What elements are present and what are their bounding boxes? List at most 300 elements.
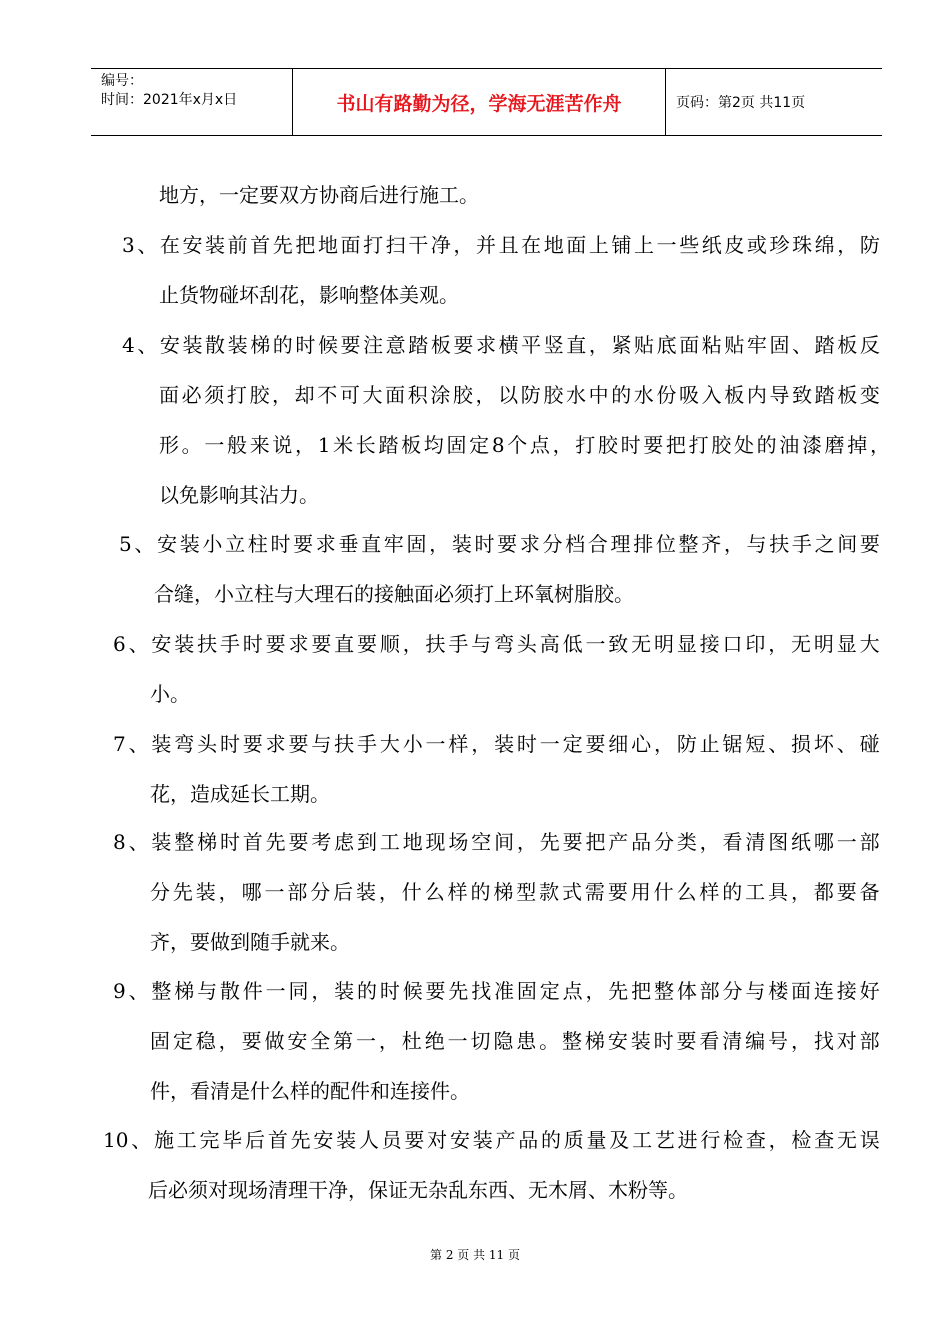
line-glyph: 垂 xyxy=(338,532,359,556)
line-glyph: 散 xyxy=(219,979,240,1003)
line-glyph: 胶 xyxy=(543,383,564,407)
line-glyph: 大 xyxy=(379,732,400,756)
line-glyph: ， xyxy=(378,1029,399,1053)
line-glyph: 或 xyxy=(746,233,767,257)
line-glyph: 梯 xyxy=(250,333,271,357)
line-glyph: 找 xyxy=(471,979,492,1003)
line-glyph: 板 xyxy=(837,383,858,407)
line-glyph: 看 xyxy=(722,830,743,854)
line-glyph: 碰 xyxy=(859,732,880,756)
line-glyph: 小 xyxy=(402,732,423,756)
line-glyph: 需 xyxy=(584,880,605,904)
body-line: 小。 xyxy=(150,682,190,706)
line-glyph: 与 xyxy=(311,732,332,756)
line-glyph: 整 xyxy=(151,979,172,1003)
line-glyph: 样 xyxy=(699,880,720,904)
line-glyph: 顺 xyxy=(379,632,400,656)
line-glyph: 梯 xyxy=(174,979,195,1003)
line-glyph: 切 xyxy=(470,1029,491,1053)
line-glyph: 求 xyxy=(315,532,336,556)
line-glyph: 先 xyxy=(290,1128,311,1152)
line-glyph: 皮 xyxy=(724,233,745,257)
line-glyph: 时 xyxy=(242,632,263,656)
line-glyph: ， xyxy=(585,979,606,1003)
line-glyph: 部 xyxy=(859,1029,880,1053)
line-glyph: 磨 xyxy=(824,433,845,457)
line-glyph: 用 xyxy=(630,880,651,904)
line-glyph: 立 xyxy=(225,532,246,556)
line-glyph: 防 xyxy=(520,383,541,407)
line-glyph: 心 xyxy=(631,732,652,756)
line-glyph: 、 xyxy=(131,1128,152,1152)
line-glyph: 细 xyxy=(608,732,629,756)
line-glyph: 好 xyxy=(859,979,880,1003)
line-glyph: ， xyxy=(471,732,492,756)
line-glyph: 装 xyxy=(451,532,472,556)
line-glyph: ， xyxy=(402,632,423,656)
line-glyph: 的 xyxy=(357,979,378,1003)
line-glyph: 扶 xyxy=(769,532,790,556)
body-line: 止货物碰坏刮花，影响整体美观。 xyxy=(159,283,459,307)
line-glyph: ， xyxy=(768,632,789,656)
line-glyph: 要 xyxy=(859,532,880,556)
line-glyph: 梯 xyxy=(493,880,514,904)
line-glyph: 分 xyxy=(150,880,170,904)
line-glyph: 候 xyxy=(402,979,423,1003)
line-glyph: 虑 xyxy=(334,830,355,854)
line-glyph: 在 xyxy=(521,233,542,257)
line-glyph: 品 xyxy=(631,830,652,854)
line-glyph: 均 xyxy=(423,433,444,457)
line-glyph: 时 xyxy=(474,532,495,556)
body-line xyxy=(122,332,880,358)
line-glyph: 分 xyxy=(653,830,674,854)
header-motto: 书山有路勤为径，学海无涯苦作舟 xyxy=(336,92,622,115)
line-glyph: 安 xyxy=(159,333,180,357)
line-glyph: 、 xyxy=(768,732,789,756)
line-glyph: 一 xyxy=(264,880,285,904)
line-glyph: 整 xyxy=(562,1029,583,1053)
line-glyph: ， xyxy=(429,532,450,556)
body-line xyxy=(159,382,880,408)
line-glyph: 什 xyxy=(653,880,674,904)
body-line xyxy=(103,1127,880,1153)
line-glyph: 8 xyxy=(491,433,505,457)
line-glyph: 装 xyxy=(494,732,515,756)
line-glyph: 要 xyxy=(676,1029,697,1053)
line-glyph: 把 xyxy=(585,830,606,854)
line-glyph: 后 xyxy=(245,1128,266,1152)
line-glyph: 不 xyxy=(317,383,338,407)
line-glyph: 查 xyxy=(814,1128,835,1152)
line-glyph: 扶 xyxy=(334,732,355,756)
line-glyph: 印 xyxy=(745,632,766,656)
line-glyph: 止 xyxy=(699,732,720,756)
line-glyph: 考 xyxy=(311,830,332,854)
line-glyph: 装 xyxy=(151,830,172,854)
line-glyph: 把 xyxy=(631,979,652,1003)
line-glyph: 工 xyxy=(745,880,766,904)
line-glyph: 装 xyxy=(472,1128,493,1152)
line-glyph: 必 xyxy=(181,383,202,407)
line-glyph: 头 xyxy=(516,632,537,656)
line-glyph: 8 xyxy=(113,830,126,854)
line-glyph: 排 xyxy=(633,532,654,556)
line-glyph: 直 xyxy=(334,632,355,656)
header-meta xyxy=(91,69,292,135)
line-glyph: 损 xyxy=(791,732,812,756)
line-glyph: 整 xyxy=(174,830,195,854)
line-glyph: 、 xyxy=(836,732,857,756)
line-glyph: 隐 xyxy=(493,1029,514,1053)
line-glyph: 误 xyxy=(859,1128,880,1152)
line-glyph: 备 xyxy=(859,880,880,904)
line-glyph: 5 xyxy=(119,532,132,556)
line-glyph: 地 xyxy=(317,233,338,257)
body-line: 合缝，小立柱与大理石的接触面必须打上环氧树脂胶。 xyxy=(154,582,634,606)
line-glyph: 一 xyxy=(585,632,606,656)
line-glyph: 接 xyxy=(836,979,857,1003)
line-glyph: 却 xyxy=(294,383,315,407)
line-glyph: 并 xyxy=(475,233,496,257)
line-glyph: 锯 xyxy=(722,732,743,756)
line-glyph: 部 xyxy=(287,880,308,904)
body-line xyxy=(159,432,890,458)
line-glyph: 哪 xyxy=(813,830,834,854)
line-glyph: 装 xyxy=(334,979,355,1003)
line-glyph: ， xyxy=(295,433,316,457)
line-glyph: 员 xyxy=(381,1128,402,1152)
line-glyph: 面 xyxy=(566,233,587,257)
line-glyph: 式 xyxy=(562,880,583,904)
line-glyph: 要 xyxy=(311,632,332,656)
line-glyph: 求 xyxy=(288,632,309,656)
line-glyph: 扶 xyxy=(197,632,218,656)
line-glyph: 部 xyxy=(859,830,880,854)
line-glyph: 分 xyxy=(722,979,743,1003)
line-glyph: 的 xyxy=(272,333,293,357)
line-glyph: 清 xyxy=(722,1029,743,1053)
line-glyph: 手 xyxy=(357,732,378,756)
line-glyph: 间 xyxy=(837,532,858,556)
line-glyph: 须 xyxy=(204,383,225,407)
line-glyph: ， xyxy=(218,1029,239,1053)
line-glyph: 纸 xyxy=(791,830,812,854)
line-glyph: 板 xyxy=(401,433,422,457)
line-glyph: 安 xyxy=(157,532,178,556)
time-label: 时间：2021年x月x日 xyxy=(101,92,238,108)
line-glyph: ， xyxy=(837,233,858,257)
line-glyph: 牢 xyxy=(746,333,767,357)
line-glyph: 净 xyxy=(430,233,451,257)
line-glyph: 品 xyxy=(518,1128,539,1152)
line-glyph: 弯 xyxy=(174,732,195,756)
line-glyph: 杜 xyxy=(401,1029,422,1053)
line-glyph: 先 xyxy=(539,830,560,854)
line-glyph: 踏 xyxy=(814,383,835,407)
line-glyph: 油 xyxy=(779,433,800,457)
line-glyph: 一 xyxy=(265,979,286,1003)
line-glyph: 与 xyxy=(746,532,767,556)
line-glyph: 要 xyxy=(425,979,446,1003)
line-glyph: 安 xyxy=(287,1029,308,1053)
line-glyph: 与 xyxy=(745,979,766,1003)
line-glyph: 无 xyxy=(631,632,652,656)
line-glyph: ， xyxy=(218,880,239,904)
line-glyph: 梯 xyxy=(584,1029,605,1053)
line-glyph: 米 xyxy=(333,433,354,457)
line-glyph: 对 xyxy=(836,1029,857,1053)
line-glyph: 板 xyxy=(430,333,451,357)
line-glyph: 般 xyxy=(227,433,248,457)
line-glyph: 扫 xyxy=(385,233,406,257)
line-glyph: 准 xyxy=(494,979,515,1003)
line-glyph: 中 xyxy=(588,383,609,407)
line-glyph: 要 xyxy=(562,830,583,854)
line-glyph: ， xyxy=(378,880,399,904)
line-glyph: 要 xyxy=(242,732,263,756)
line-glyph: 掉 xyxy=(847,433,868,457)
line-glyph: 之 xyxy=(814,532,835,556)
line-glyph: ， xyxy=(516,830,537,854)
line-glyph: 要 xyxy=(357,632,378,656)
line-glyph: 牢 xyxy=(383,532,404,556)
line-glyph: 4 xyxy=(122,333,135,357)
line-glyph: 防 xyxy=(859,233,880,257)
body-line xyxy=(113,829,880,855)
line-glyph: 安 xyxy=(449,1128,470,1152)
line-glyph: 固 xyxy=(446,433,467,457)
line-glyph: 吸 xyxy=(679,383,700,407)
line-glyph: 求 xyxy=(475,333,496,357)
line-glyph: 装 xyxy=(195,880,216,904)
line-glyph: 整 xyxy=(678,532,699,556)
line-glyph: 的 xyxy=(470,880,491,904)
line-glyph: 大 xyxy=(362,383,383,407)
line-glyph: 与 xyxy=(197,979,218,1003)
line-glyph: 工 xyxy=(176,1128,197,1152)
line-glyph: 把 xyxy=(665,433,686,457)
line-glyph: 绵 xyxy=(814,233,835,257)
line-glyph: 检 xyxy=(723,1128,744,1152)
line-glyph: 装 xyxy=(182,333,203,357)
line-glyph: 型 xyxy=(516,880,537,904)
line-glyph: 装 xyxy=(174,632,195,656)
line-glyph: 连 xyxy=(813,979,834,1003)
line-glyph: 梯 xyxy=(197,830,218,854)
line-glyph: 铺 xyxy=(611,233,632,257)
line-glyph: 高 xyxy=(539,632,560,656)
line-glyph: 的 xyxy=(611,383,632,407)
line-glyph: 先 xyxy=(172,880,193,904)
line-glyph: 的 xyxy=(541,1128,561,1152)
line-glyph: 10 xyxy=(103,1128,129,1152)
line-glyph: 贴 xyxy=(724,333,745,357)
line-glyph: 手 xyxy=(448,632,469,656)
line-glyph: 完 xyxy=(199,1128,220,1152)
line-glyph: 件 xyxy=(242,979,263,1003)
line-glyph: 装 xyxy=(336,1128,357,1152)
line-glyph: 1 xyxy=(317,433,331,457)
line-glyph: 打 xyxy=(226,383,247,407)
body-line: 齐，要做到随手就来。 xyxy=(150,930,350,954)
body-line xyxy=(113,731,880,757)
line-glyph: 形 xyxy=(159,433,179,457)
line-glyph: 弯 xyxy=(494,632,515,656)
line-glyph: 要 xyxy=(288,830,309,854)
line-glyph: 3 xyxy=(122,233,135,257)
line-glyph: 明 xyxy=(813,632,834,656)
line-glyph: 及 xyxy=(609,1128,630,1152)
line-glyph: 面 xyxy=(159,383,179,407)
line-glyph: 一 xyxy=(447,1029,468,1053)
line-glyph: 说 xyxy=(272,433,293,457)
line-glyph: ， xyxy=(552,433,573,457)
line-glyph: 踏 xyxy=(378,433,399,457)
line-glyph: 长 xyxy=(355,433,376,457)
line-glyph: 板 xyxy=(837,333,858,357)
line-glyph: 处 xyxy=(733,433,754,457)
line-glyph: 定 xyxy=(562,732,583,756)
page-footer: 第 2 页 共 11 页 xyxy=(430,1248,520,1262)
line-glyph: 底 xyxy=(656,333,677,357)
line-glyph: 胶 xyxy=(597,433,618,457)
line-glyph: ， xyxy=(475,383,496,407)
line-glyph: 纸 xyxy=(701,233,722,257)
line-glyph: ， xyxy=(653,732,674,756)
line-glyph: 图 xyxy=(768,830,789,854)
line-glyph: 面 xyxy=(679,333,700,357)
line-glyph: 安 xyxy=(182,233,203,257)
line-glyph: 先 xyxy=(272,233,293,257)
line-glyph: ， xyxy=(768,1128,789,1152)
line-glyph: 胶 xyxy=(249,383,270,407)
line-glyph: ， xyxy=(699,830,720,854)
line-glyph: 绝 xyxy=(424,1029,445,1053)
line-glyph: 现 xyxy=(425,830,446,854)
line-glyph: 号 xyxy=(768,1029,789,1053)
line-glyph: 的 xyxy=(722,880,743,904)
line-glyph: 空 xyxy=(471,830,492,854)
line-glyph: 地 xyxy=(402,830,423,854)
line-glyph: 份 xyxy=(656,383,677,407)
line-glyph: ， xyxy=(272,383,293,407)
body-line xyxy=(119,531,880,557)
line-glyph: 、 xyxy=(128,632,149,656)
line-glyph: 明 xyxy=(653,632,674,656)
line-glyph: 可 xyxy=(339,383,360,407)
body-line: 地方，一定要双方协商后进行施工。 xyxy=(159,183,479,207)
line-glyph: 显 xyxy=(836,632,857,656)
line-glyph: 一 xyxy=(656,233,677,257)
line-glyph: 安 xyxy=(151,632,172,656)
line-glyph: 、 xyxy=(128,830,149,854)
body-line: 件，看清是什么样的配件和连接件。 xyxy=(150,1079,470,1103)
line-glyph: 产 xyxy=(495,1128,516,1152)
line-glyph: 要 xyxy=(293,532,314,556)
line-glyph: 变 xyxy=(859,383,880,407)
line-glyph: 么 xyxy=(676,880,697,904)
line-glyph: 反 xyxy=(859,333,880,357)
line-glyph: 一 xyxy=(356,1029,377,1053)
line-glyph: 横 xyxy=(498,333,519,357)
line-glyph: 么 xyxy=(424,880,445,904)
line-glyph: 首 xyxy=(250,233,271,257)
line-glyph: 定 xyxy=(172,1029,193,1053)
line-glyph: ， xyxy=(588,333,609,357)
line-glyph: 打 xyxy=(575,433,596,457)
line-glyph: 胶 xyxy=(452,383,473,407)
line-glyph: 。 xyxy=(539,1029,560,1053)
line-glyph: 以 xyxy=(498,383,519,407)
line-glyph: 踏 xyxy=(814,333,835,357)
line-glyph: 进 xyxy=(677,1128,698,1152)
body-line xyxy=(150,879,880,905)
line-glyph: 艺 xyxy=(654,1128,675,1152)
line-glyph: 水 xyxy=(633,383,654,407)
line-glyph: 同 xyxy=(288,979,309,1003)
line-glyph: 一 xyxy=(425,732,446,756)
line-glyph: 积 xyxy=(407,383,428,407)
line-glyph: 整 xyxy=(653,979,674,1003)
line-glyph: 上 xyxy=(634,233,655,257)
line-glyph: 要 xyxy=(497,532,518,556)
line-glyph: 什 xyxy=(401,880,422,904)
line-glyph: 些 xyxy=(679,233,700,257)
line-glyph: 胶 xyxy=(711,433,732,457)
line-glyph: 贴 xyxy=(634,333,655,357)
line-glyph: 散 xyxy=(205,333,226,357)
line-glyph: 编 xyxy=(745,1029,766,1053)
line-glyph: 手 xyxy=(791,532,812,556)
line-glyph: 珍 xyxy=(769,233,790,257)
line-glyph: 、 xyxy=(137,233,158,257)
line-glyph: 合 xyxy=(587,532,608,556)
line-glyph: 装 xyxy=(205,233,226,257)
line-glyph: 档 xyxy=(565,532,586,556)
line-glyph: 时 xyxy=(219,732,240,756)
line-glyph: 定 xyxy=(469,433,490,457)
line-glyph: 点 xyxy=(529,433,550,457)
line-glyph: 找 xyxy=(813,1029,834,1053)
line-glyph: 个 xyxy=(507,433,528,457)
line-glyph: 一 xyxy=(539,732,560,756)
line-glyph: 要 xyxy=(607,880,628,904)
line-glyph: 首 xyxy=(242,830,263,854)
line-glyph: 的 xyxy=(756,433,777,457)
line-glyph: 平 xyxy=(521,333,542,357)
line-glyph: 患 xyxy=(516,1029,537,1053)
line-glyph: 9 xyxy=(113,979,126,1003)
line-glyph: 涂 xyxy=(430,383,451,407)
line-glyph: 工 xyxy=(632,1128,653,1152)
line-glyph: 都 xyxy=(813,880,834,904)
line-glyph: 做 xyxy=(264,1029,285,1053)
line-glyph: 对 xyxy=(427,1128,448,1152)
line-glyph: 候 xyxy=(317,333,338,357)
line-glyph: 要 xyxy=(585,732,606,756)
line-glyph: 水 xyxy=(565,383,586,407)
line-glyph: 口 xyxy=(722,632,743,656)
line-glyph: 求 xyxy=(519,532,540,556)
line-glyph: 理 xyxy=(610,532,631,556)
line-glyph: 款 xyxy=(539,880,560,904)
line-glyph: 意 xyxy=(385,333,406,357)
line-glyph: 时 xyxy=(379,979,400,1003)
line-glyph: 7 xyxy=(113,732,126,756)
line-glyph: 固 xyxy=(516,979,537,1003)
line-glyph: 面 xyxy=(340,233,361,257)
